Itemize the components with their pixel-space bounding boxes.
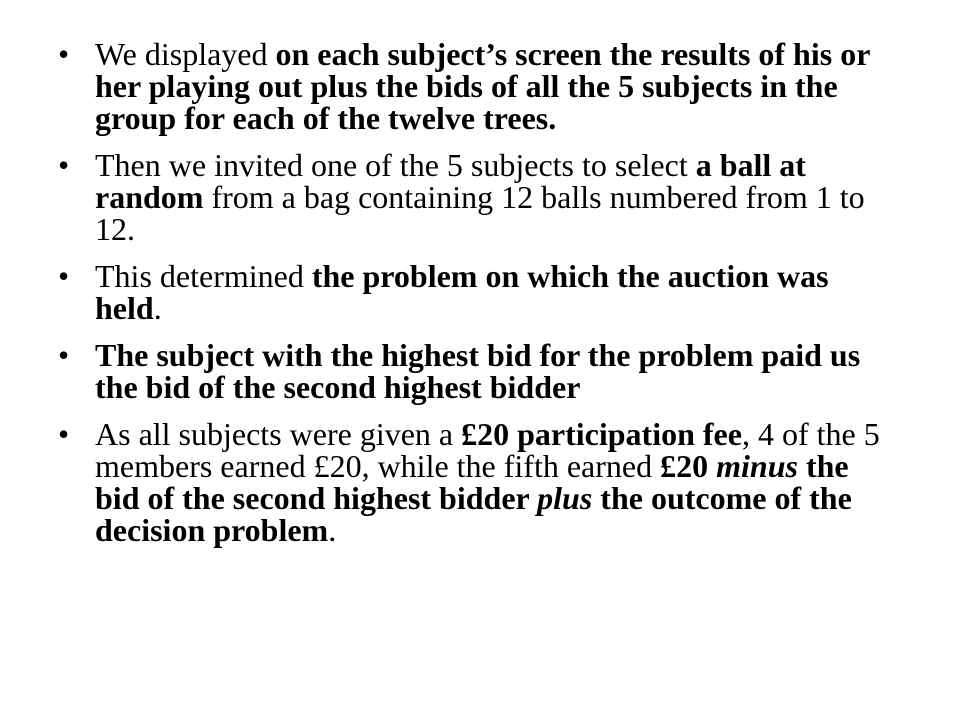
bullet-text-run: , 4 of the 5 members earned £20, while the fifth earned: [95, 416, 880, 484]
bullet-text-run: .: [153, 290, 162, 326]
bullet-list: [58, 38, 898, 561]
bullet-text-run: The subject with the highest bid for the problem paid us the bid of the second highest bidder: [95, 337, 861, 405]
bullet-text-run: the outcome of the decision problem: [95, 480, 852, 548]
bullet-item: [58, 260, 898, 324]
bullet-dot: •: [58, 147, 70, 183]
bullet-dot: •: [58, 258, 70, 294]
bullet-dot: •: [58, 416, 70, 452]
bullet-text-run: As all subjects were given a: [95, 416, 462, 452]
bullet-text-run: Then we invited one of the 5 subjects to select: [95, 147, 696, 183]
bullet-dot: •: [58, 337, 70, 373]
bullet-item: [58, 38, 898, 134]
bullet-text-run: the bid of the second highest bidder: [95, 448, 849, 516]
bullet-text-run: from a bag containing 12 balls numbered from 1 to 12.: [95, 179, 865, 247]
bullet-text-run: a ball at random: [95, 147, 806, 215]
bullet-text-run: £20: [660, 448, 717, 484]
bullet-text-run: minus: [716, 448, 798, 484]
bullet-dot: •: [58, 36, 70, 72]
bullet-item: [58, 149, 898, 245]
bullet-text-run: £20 participation fee: [461, 416, 742, 452]
bullet-text-run: the problem on which the auction was held: [95, 258, 829, 326]
bullet-text-run: This determined: [95, 258, 312, 294]
bullet-text-run: .: [328, 512, 337, 548]
bullet-item: [58, 418, 898, 546]
bullet-text-run: We displayed: [95, 36, 276, 72]
bullet-text-run: on each subject’s screen the results of his or her playing out plus the bids of all the 5 subjects in the group for each of the twelve trees.: [95, 36, 870, 136]
bullet-item: [58, 339, 898, 403]
bullet-text-run: plus: [537, 480, 593, 516]
